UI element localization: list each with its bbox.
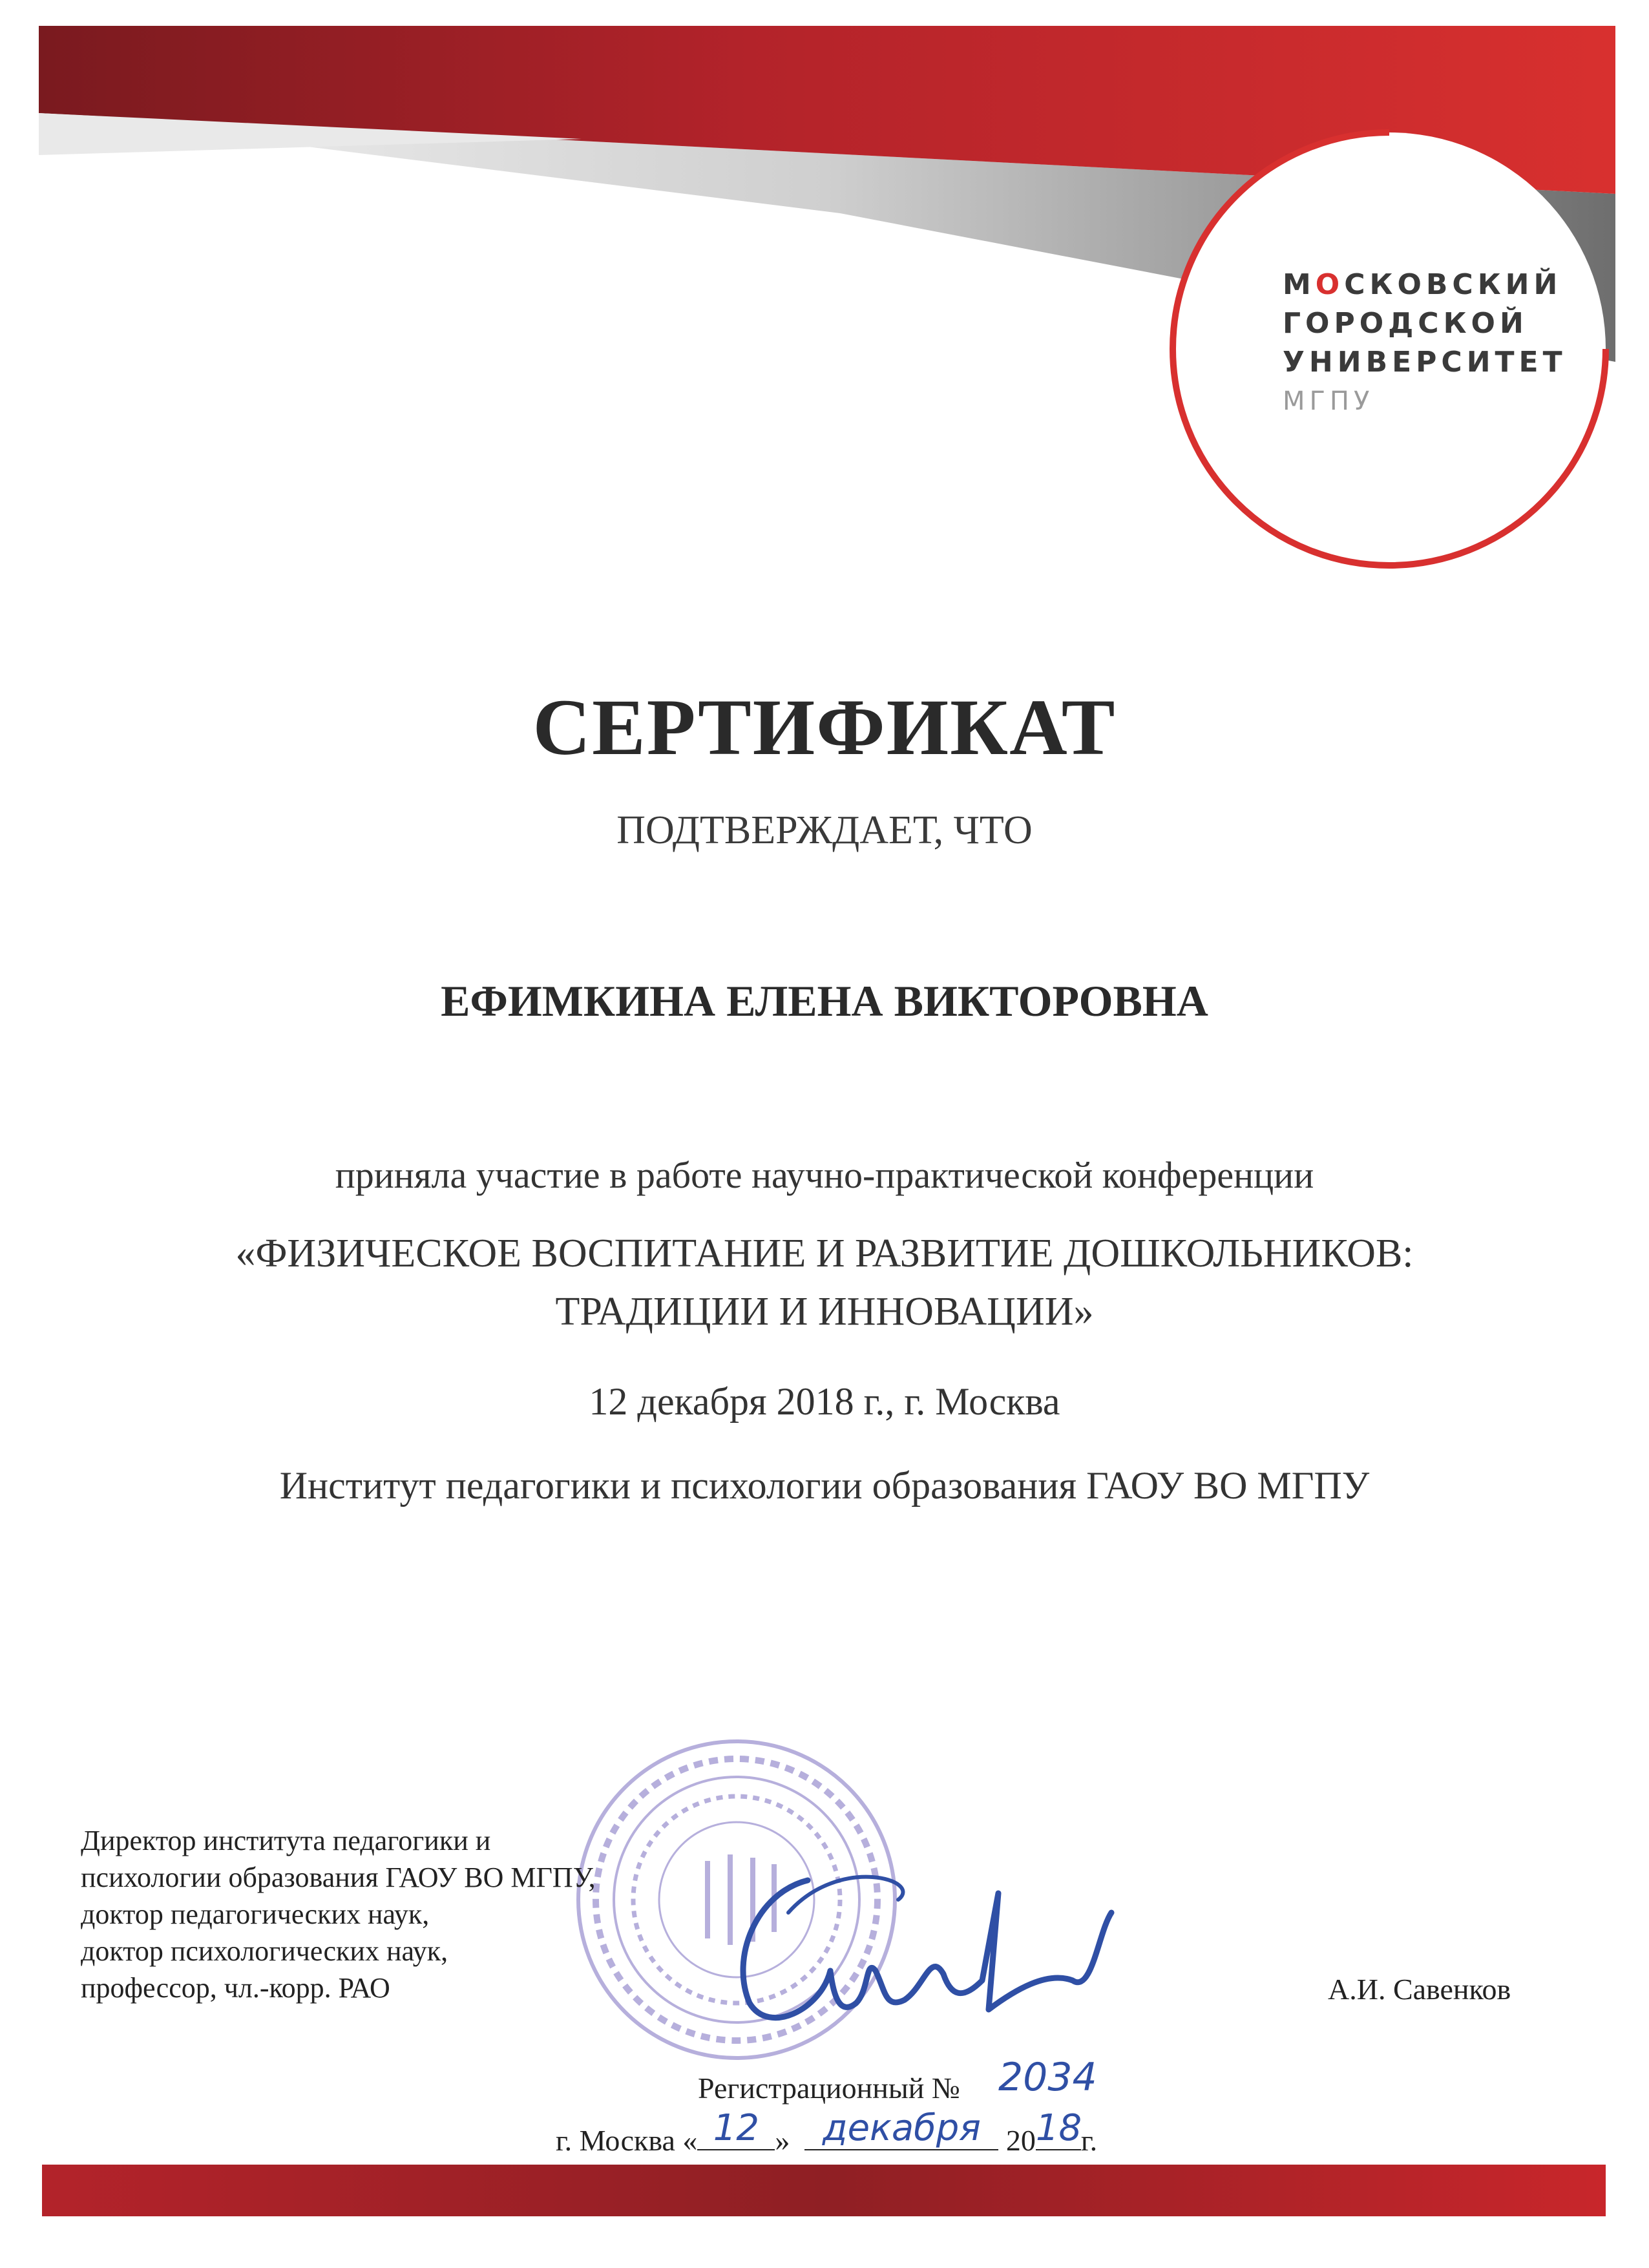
- signatory-position: [81, 1822, 596, 2006]
- issue-city: г. Москва «: [556, 2124, 698, 2157]
- logo-line-1: МОСКОВСКИЙ: [1283, 268, 1562, 301]
- issue-date-line: [556, 2107, 1098, 2158]
- conference-title-line-1: «ФИЗИЧЕСКОЕ ВОСПИТАНИЕ И РАЗВИТИЕ ДОШКОЛЬНИКОВ:: [235, 1232, 1414, 1276]
- signatory-position-line: доктор психологических наук,: [81, 1935, 448, 1967]
- conference-date-place: 12 декабря 2018 г., г. Москва: [589, 1380, 1060, 1423]
- logo-line-3: УНИВЕРСИТЕТ: [1283, 346, 1567, 379]
- issue-year-end: г.: [1080, 2124, 1098, 2157]
- footer-bar: [42, 2165, 1606, 2216]
- recipient-name: ЕФИМКИНА ЕЛЕНА ВИКТОРОВНА: [441, 976, 1208, 1025]
- conference-title-line-2: ТРАДИЦИИ И ИННОВАЦИИ»: [555, 1290, 1094, 1334]
- institute-name: Институт педагогики и психологии образования ГАОУ ВО МГПУ: [279, 1464, 1370, 1507]
- issue-month: декабря: [822, 2107, 981, 2149]
- registration-label: Регистрационный №: [698, 2072, 960, 2105]
- certificate-title: СЕРТИФИКАТ: [532, 683, 1117, 772]
- logo-abbr: МГПУ: [1283, 386, 1374, 416]
- signatory-name: А.И. Савенков: [1328, 1973, 1511, 2006]
- issue-day: 12: [713, 2107, 760, 2149]
- logo-line-2: ГОРОДСКОЙ: [1283, 307, 1528, 340]
- issue-year-prefix: 20: [1005, 2124, 1036, 2157]
- participation-text: приняла участие в работе научно-практической конференции: [335, 1154, 1314, 1196]
- signature-icon: [711, 1842, 1163, 2055]
- signatory-position-line: доктор педагогических наук,: [81, 1898, 430, 1930]
- signatory-position-line: психологии образования ГАОУ ВО МГПУ,: [81, 1862, 596, 1893]
- certificate-subtitle: ПОДТВЕРЖДАЕТ, ЧТО: [616, 808, 1033, 852]
- signatory-position-line: Директор института педагогики и: [81, 1825, 491, 1856]
- quote-close: »: [775, 2124, 790, 2157]
- signatory-position-line: профессор, чл.-корр. РАО: [81, 1972, 390, 2004]
- registration-number: 2034: [998, 2055, 1097, 2100]
- issue-year-suffix: 18: [1035, 2107, 1082, 2149]
